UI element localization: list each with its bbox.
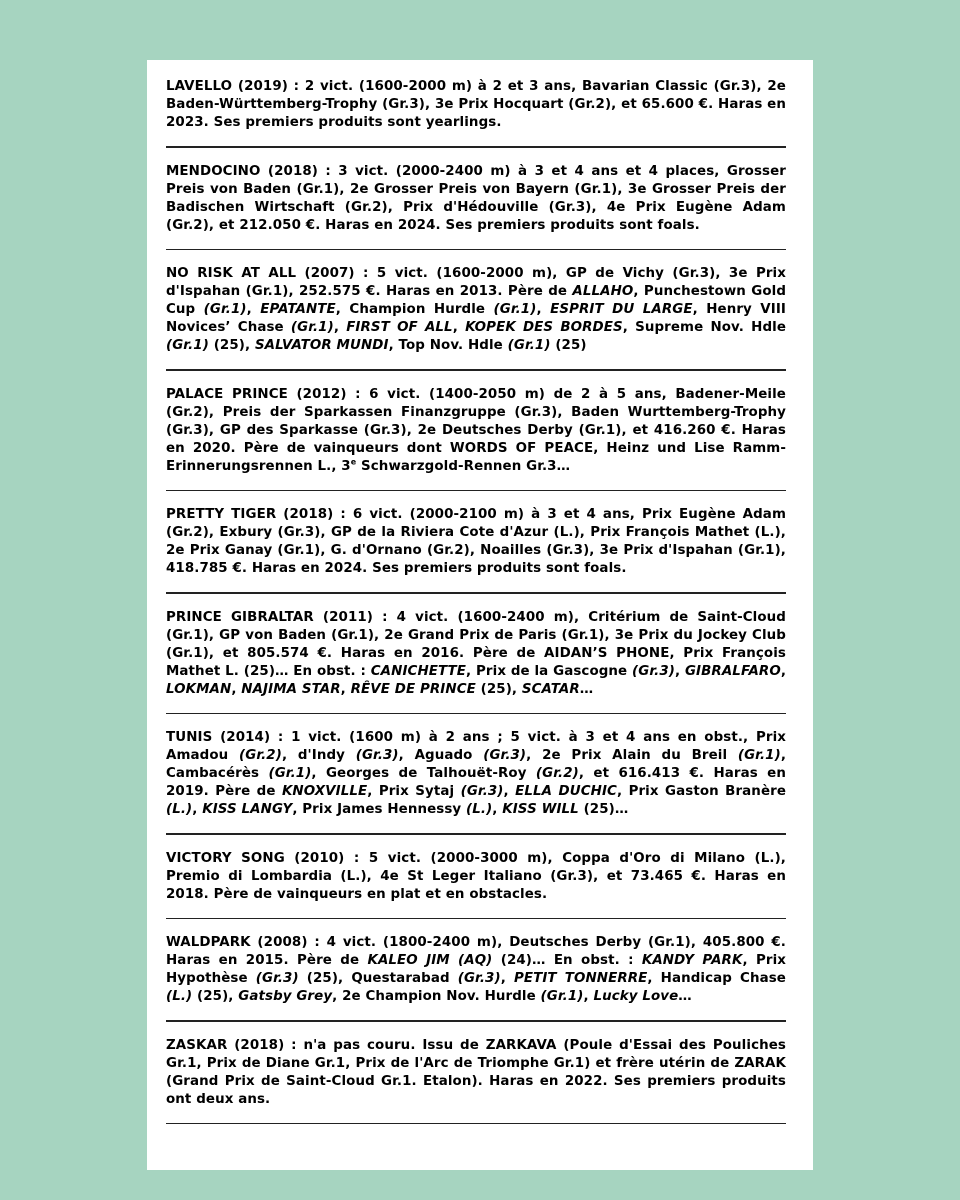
entry-text: NO RISK AT ALL (2007) : 5 vict. (1600-2000 m), GP de Vichy (Gr.3), 3e Prix d'Ispahan (Gr.1), 252.575 €. Haras en 2013. Père de (166, 266, 786, 299)
italic-text: EPATANTE (260, 302, 336, 317)
entry-text: LAVELLO (2019) : 2 vict. (1600-2000 m) à 2 et 3 ans, Bavarian Classic (Gr.3), 2e Baden-Württemberg-Trophy (Gr.3), 3e Prix Hocquart (Gr.2), et 65.600 €. Haras en 2023. Ses premiers produits sont yearlings. (166, 79, 786, 130)
stallion-entry (166, 265, 786, 355)
stallion-entry (166, 934, 786, 1006)
italic-text: NAJIMA STAR (241, 681, 341, 697)
italic-text: KOPEK DES BORDES (465, 320, 623, 335)
italic-text: (Gr.2) (535, 766, 579, 781)
superscript-text: e (350, 457, 357, 467)
italic-text: (Gr.1) (507, 338, 551, 353)
italic-text: PETIT TONNERRE (513, 971, 648, 986)
entry-text: , Prix Hypothèse (166, 953, 786, 986)
italic-text: (Gr.1) (493, 302, 537, 317)
entry-text: , Cambacérès (166, 748, 786, 781)
italic-text: ELLA DUCHIC (515, 784, 617, 799)
entry-text: , Georges de Talhouët-Roy (311, 766, 536, 781)
entry-text: , (246, 302, 261, 317)
entry-text: , (674, 663, 685, 679)
italic-text: KALEO JIM (AQ) (367, 953, 493, 968)
entry-text: , (340, 681, 351, 697)
entry-text: , Aguado (398, 748, 484, 763)
separator-rule (166, 833, 786, 835)
italic-text: (Gr.1) (268, 766, 312, 781)
entry-text: , (192, 802, 203, 817)
separator-rule (166, 1123, 786, 1125)
entry-text: … (579, 681, 594, 697)
italic-text: (L.) (466, 802, 493, 817)
italic-text: ALLAHO (572, 284, 634, 299)
italic-text: (Gr.1) (203, 302, 247, 317)
italic-text: (L.) (166, 802, 193, 817)
stallion-entry (166, 386, 786, 476)
entry-text: , Supreme Nov. Hdle (622, 320, 787, 335)
italic-text: Gatsby Grey (238, 989, 333, 1004)
entry-text: (25), Questarabad (298, 971, 458, 986)
entry-text: (25), (475, 681, 522, 697)
italic-text: (Gr.1) (540, 989, 584, 1004)
entry-text: , (780, 663, 787, 679)
entry-text: (25) (550, 338, 587, 353)
entry-text: , et 616.413 €. Haras en 2019. Père de (166, 766, 787, 799)
entry-text: , Prix Gaston Branère (616, 784, 787, 799)
stallion-entry (166, 506, 786, 578)
italic-text: KNOXVILLE (281, 784, 368, 799)
italic-text: KISS WILL (502, 802, 579, 817)
stallion-entry (166, 163, 786, 235)
entry-text: Schwarzgold-Rennen Gr.3… (356, 458, 571, 474)
entry-text: (25)… (578, 802, 629, 817)
entry-text: , Henry VIII Novices’ Chase (166, 302, 786, 335)
entry-text: , Punchestown Gold Cup (166, 284, 787, 317)
separator-rule (166, 369, 786, 371)
separator-rule (166, 490, 786, 492)
entry-text: , (452, 320, 466, 335)
italic-text: SCATAR (521, 681, 580, 697)
entry-text: , d'Indy (281, 748, 356, 763)
italic-text: KISS LANGY (202, 802, 293, 817)
entry-text: MENDOCINO (2018) : 3 vict. (2000-2400 m) à 3 et 4 ans et 4 places, Grosser Preis von Baden (Gr.1), 2e Grosser Preis von Bayern (Gr.1), 3e Grosser Preis der Badischen Wirtschaft (Gr.2), Prix d'Hédouville (Gr.3), 4e Prix Eugène Adam (Gr.2), et 212.050 €. Haras en 2024. Ses premiers produits sont foals. (166, 163, 786, 233)
entry-text: WALDPARK (2008) : 4 vict. (1800-2400 m), Deutsches Derby (Gr.1), 405.800 €. Haras en 2015. Père de (166, 935, 786, 968)
italic-text: (Gr.2) (239, 748, 282, 763)
entry-text: , Prix James Hennessy (292, 802, 467, 817)
italic-text: SALVATOR MUNDI (254, 338, 389, 353)
stallion-entry (166, 1037, 786, 1109)
entry-text: , 2e Champion Nov. Hurdle (332, 989, 541, 1004)
italic-text: (Gr.3) (355, 748, 399, 763)
italic-text: Lucky Love (593, 989, 679, 1004)
stallion-entry (166, 729, 786, 819)
separator-rule (166, 713, 786, 715)
entry-text: , (536, 302, 551, 317)
italic-text: RÊVE DE PRINCE (350, 681, 476, 697)
entry-text: , (333, 320, 347, 335)
entry-text: TUNIS (2014) : 1 vict. (1600 m) à 2 ans ; 5 vict. à 3 et 4 ans en obst., Prix Amadou (166, 730, 786, 763)
entry-text: ZASKAR (2018) : n'a pas couru. Issu de ZARKAVA (Poule d'Essai des Pouliches Gr.1, Prix de Diane Gr.1, Prix de l'Arc de Triomphe Gr.1) et frère utérin de ZARAK (Grand Prix de Saint-Cloud Gr.1. Etalon). Haras en 2022. Ses premiers produits ont deux ans. (166, 1037, 786, 1107)
stallion-entry (166, 78, 786, 132)
italic-text: (Gr.3) (460, 784, 504, 799)
separator-rule (166, 249, 786, 251)
stallion-list (166, 78, 786, 1124)
italic-text: CANICHETTE (370, 663, 467, 679)
entry-text: , (583, 989, 594, 1004)
entry-text: (25), (208, 338, 255, 353)
entry-text: , Champion Hurdle (335, 302, 494, 317)
document-sheet (147, 60, 813, 1170)
italic-text: (L.) (166, 989, 193, 1004)
entry-text: , (503, 784, 516, 799)
entry-text: , Prix Sytaj (367, 784, 461, 799)
entry-text: … (678, 989, 692, 1004)
italic-text: ESPRIT DU LARGE (550, 302, 693, 317)
italic-text: FIRST OF ALL (346, 320, 453, 335)
italic-text: (Gr.3) (457, 971, 501, 986)
entry-text: (25), (192, 989, 239, 1004)
entry-text: PALACE PRINCE (2012) : 6 vict. (1400-2050 m) de 2 à 5 ans, Badener-Meile (Gr.2), Preis der Sparkassen Finanzgruppe (Gr.3), Baden Wurttemberg-Trophy (Gr.3), GP des Sparkasse (Gr.3), 2e Deutsches Derby (Gr.1), et 416.260 €. Haras en 2020. Père de vainqueurs dont WORDS OF PEACE, Heinz und Lise Ramm-Erinnerungsrennen L., 3 (166, 386, 786, 474)
italic-text: (Gr.1) (290, 320, 334, 335)
entry-text: VICTORY SONG (2010) : 5 vict. (2000-3000 m), Coppa d'Oro di Milano (L.), Premio di Lombardia (L.), 4e St Leger Italiano (Gr.3), et 73.465 €. Haras en 2018. Père de vainqueurs en plat et en obstacles. (166, 850, 786, 902)
entry-text: , Prix de la Gascogne (466, 663, 633, 679)
separator-rule (166, 592, 786, 594)
entry-text: , Top Nov. Hdle (388, 338, 508, 353)
entry-text: , 2e Prix Alain du Breil (526, 748, 738, 763)
italic-text: KANDY PARK (641, 953, 743, 968)
separator-rule (166, 918, 786, 920)
entry-text: (24)… En obst. : (492, 953, 642, 968)
entry-text: , (231, 681, 242, 697)
entry-text: , (500, 971, 514, 986)
italic-text: GIBRALFARO (684, 663, 781, 679)
entry-text: PRINCE GIBRALTAR (2011) : 4 vict. (1600-2400 m), Critérium de Saint-Cloud (Gr.1), GP von Baden (Gr.1), 2e Grand Prix de Paris (Gr.1), 3e Prix du Jockey Club (Gr.1), et 805.574 €. Haras en 2016. Père de AIDAN’S PHONE, Prix François Mathet L. (25)… En obst. : (166, 609, 786, 679)
italic-text: (Gr.3) (255, 971, 299, 986)
italic-text: (Gr.1) (737, 748, 781, 763)
italic-text: (Gr.1) (166, 338, 209, 353)
entry-text: PRETTY TIGER (2018) : 6 vict. (2000-2100 m) à 3 et 4 ans, Prix Eugène Adam (Gr.2), Exbury (Gr.3), GP de la Riviera Cote d'Azur (L.), Prix François Mathet (L.), 2e Prix Ganay (Gr.1), G. d'Ornano (Gr.2), Noailles (Gr.3), 3e Prix d'Ispahan (Gr.1), 418.785 €. Haras en 2024. Ses premiers produits sont foals. (166, 507, 786, 576)
italic-text: (Gr.3) (632, 663, 675, 679)
stallion-entry (166, 850, 786, 904)
separator-rule (166, 1020, 786, 1022)
italic-text: LOKMAN (166, 681, 232, 697)
separator-rule (166, 146, 786, 148)
italic-text: (Gr.3) (483, 748, 527, 763)
entry-text: , (492, 802, 503, 817)
entry-text: , Handicap Chase (647, 971, 786, 986)
stallion-entry (166, 609, 786, 699)
